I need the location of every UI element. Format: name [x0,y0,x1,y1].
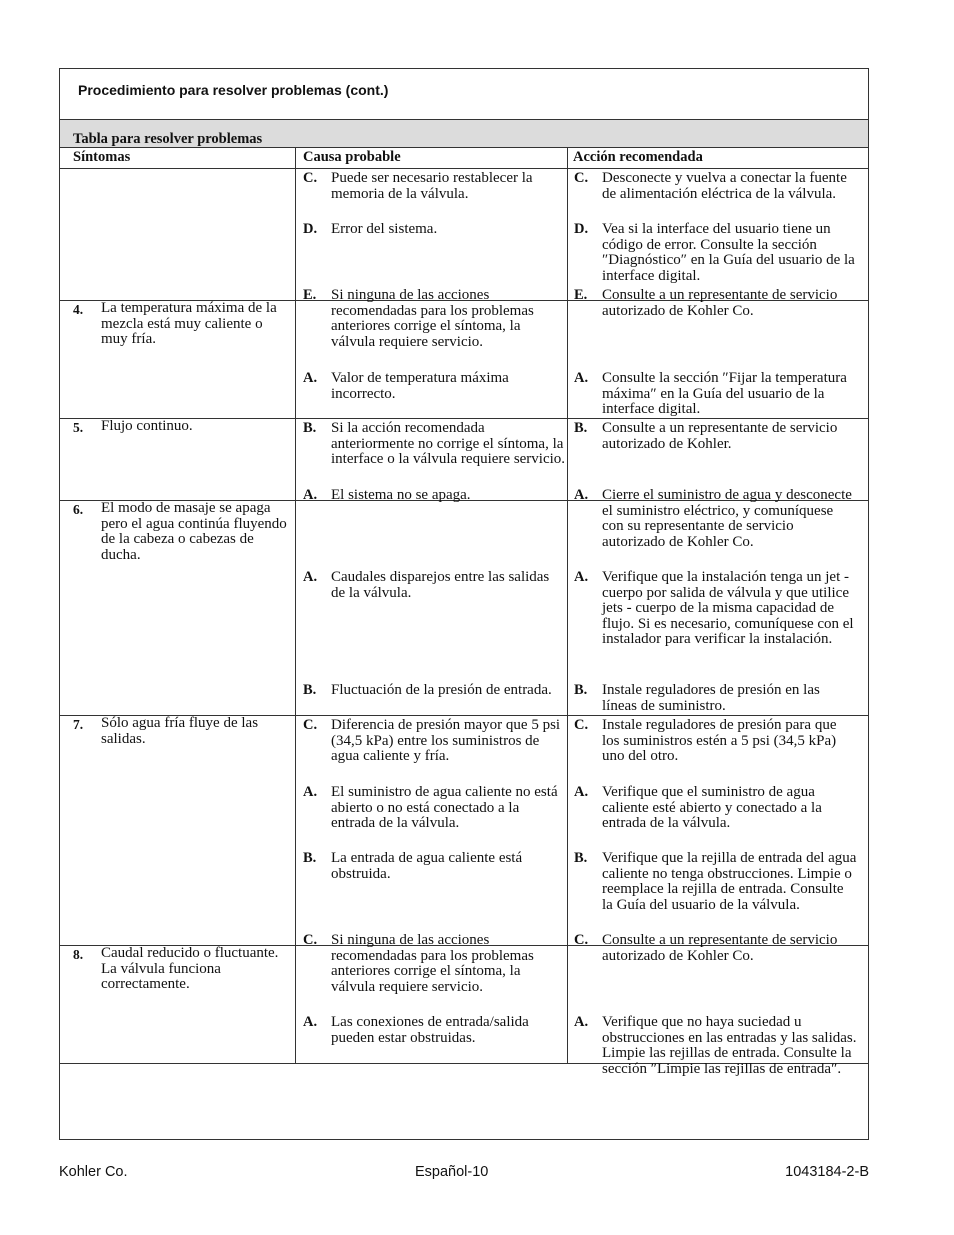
action-label: A. [574,569,589,585]
cause-text: Diferencia de presión mayor que 5 psi (34,5 kPa) entre los suministros de agua caliente y fría. [331,717,561,765]
header-symptoms: Síntomas [73,149,131,165]
action-label: E. [574,287,588,303]
symptom-text: Flujo continuo. [101,418,193,434]
action-text: Instale reguladores de presión para que los suministros estén a 5 psi (34,5 kPa) uno del otro. [602,717,837,765]
section-title: Procedimiento para resolver problemas (cont.) [78,82,389,98]
symptom-text: El modo de masaje se apaga pero el agua continúa fluyendo de la cabeza o cabezas de ducha. [101,500,287,563]
symptom-text: Caudal reducido o fluctuante. La válvula funciona correctamente. [101,945,279,993]
action-text: Consulte a un representante de servicio autorizado de Kohler Co. [602,932,838,964]
symptom-text: Sólo agua fría fluye de las salidas. [101,715,259,747]
action-text: Verifique que la instalación tenga un jet - cuerpo por salida de válvula y que utilice jets - cuerpo de la misma capacidad de flujo. Si es necesario, comuníquese con el instalador para verificar la instalación. [602,569,854,648]
action-text: Vea si la interface del usuario tiene un código de error. Consulte la sección ″Diagnóstico″ en la Guía del usuario de la interface digital. [602,221,855,284]
cause-text: Puede ser necesario restablecer la memoria de la válvula. [331,170,533,202]
action-text: Desconecte y vuelva a conectar la fuente de alimentación eléctrica de la válvula. [602,170,847,202]
action-text: Consulte la sección ″Fijar la temperatura máxima″ en la Guía del usuario de la interface digital. [602,370,847,418]
footer-page-number: Español-10 [415,1164,489,1180]
action-text: Verifique que la rejilla de entrada del agua caliente no tenga obstrucciones. Limpie o reemplace la rejilla de entrada. Consulte la Guía del usuario de la válvula. [602,850,857,913]
cause-label: C. [303,170,318,186]
cause-label: A. [303,370,318,386]
action-label: C. [574,932,589,948]
action-label: C. [574,170,589,186]
cause-text: Fluctuación de la presión de entrada. [331,682,552,698]
cause-label: A. [303,487,318,503]
symptom-number: 8. [73,947,84,962]
cause-text: Caudales disparejos entre las salidas de la válvula. [331,569,550,601]
cause-label: B. [303,850,317,866]
action-text: Verifique que no haya suciedad u obstrucciones en las entradas y las salidas. Limpie las rejillas de entrada. Consulte la sección ″Limpie las rejillas de entrada″. [602,1014,857,1077]
footer-doc-number: 1043184-2-B [785,1164,869,1180]
cause-text: Si la acción recomendada anteriormente no corrige el síntoma, la interface o la válvula requiere servicio. [331,420,566,468]
symptom-number: 6. [73,502,84,517]
cause-label: D. [303,221,318,237]
cause-label: A. [303,569,318,585]
action-label: A. [574,1014,589,1030]
cause-text: Las conexiones de entrada/salida pueden estar obstruidas. [331,1014,529,1046]
action-label: C. [574,717,589,733]
cause-text: El suministro de agua caliente no está abierto o no está conectado a la entrada de la válvula. [331,784,558,832]
symptom-text: La temperatura máxima de la mezcla está muy caliente o muy fría. [101,300,277,348]
action-label: D. [574,221,589,237]
troubleshooting-frame [59,68,869,1140]
symptom-number: 7. [73,717,84,732]
action-text: Cierre el suministro de agua y desconecte el suministro eléctrico, y comuníquese con su representante de servicio autorizado de Kohler Co. [602,487,852,550]
cause-label: B. [303,682,317,698]
cause-label: C. [303,717,318,733]
cause-label: E. [303,287,317,303]
column-divider [567,148,568,1063]
cause-text: La entrada de agua caliente está obstruida. [331,850,523,882]
action-label: A. [574,784,589,800]
footer-company: Kohler Co. [59,1164,128,1180]
cause-text: Si ninguna de las acciones recomendadas para los problemas anteriores corrige el síntoma, la válvula requiere servicio. [331,932,534,995]
cause-text: El sistema no se apaga. [331,487,471,503]
action-label: A. [574,370,589,386]
action-label: B. [574,682,588,698]
action-text: Consulte a un representante de servicio autorizado de Kohler Co. [602,287,838,319]
table-title: Tabla para resolver problemas [73,131,263,147]
column-divider [295,148,296,1063]
table-title-bar [60,119,868,148]
action-text: Instale reguladores de presión en las líneas de suministro. [602,682,820,714]
cause-label: A. [303,1014,318,1030]
symptom-number: 4. [73,302,84,317]
symptom-number: 5. [73,420,84,435]
header-action: Acción recomendada [573,149,703,165]
cause-text: Error del sistema. [331,221,438,237]
cause-text: Valor de temperatura máxima incorrecto. [331,370,509,402]
header-cause: Causa probable [303,149,401,165]
cause-label: A. [303,784,318,800]
action-label: B. [574,420,588,436]
cause-label: B. [303,420,317,436]
action-text: Consulte a un representante de servicio autorizado de Kohler. [602,420,838,452]
action-label: B. [574,850,588,866]
cause-text: Si ninguna de las acciones recomendadas para los problemas anteriores corrige el síntoma, la válvula requiere servicio. [331,287,534,350]
table-header-row [60,148,868,169]
action-text: Verifique que el suministro de agua caliente esté abierto y conectado a la entrada de la válvula. [602,784,822,832]
cause-label: C. [303,932,318,948]
action-label: A. [574,487,589,503]
